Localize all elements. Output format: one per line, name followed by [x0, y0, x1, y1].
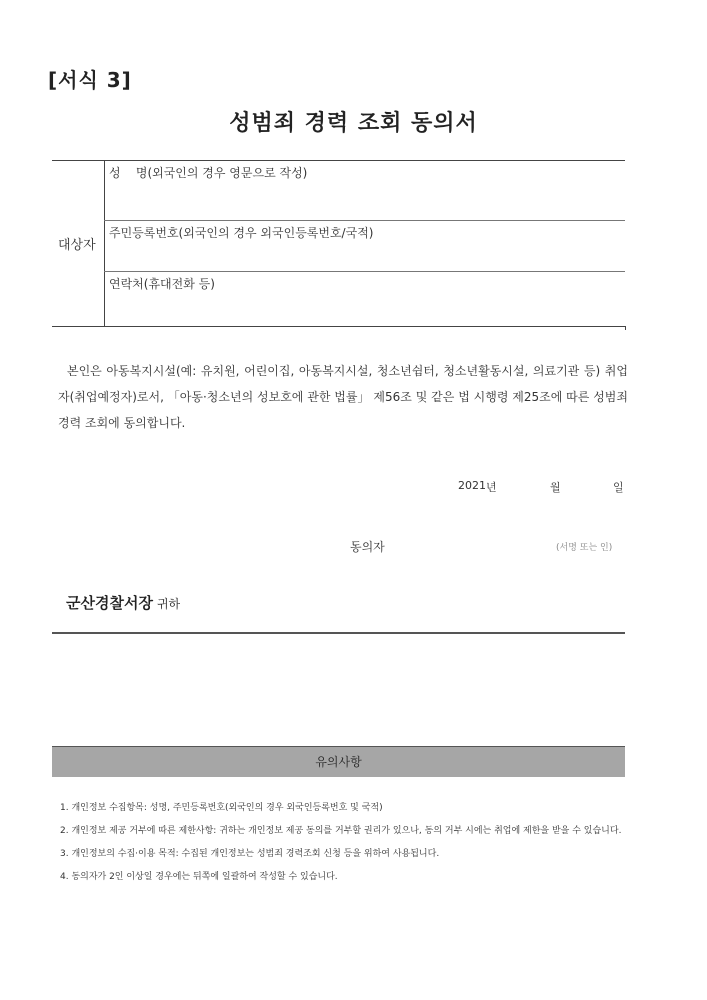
row-divider — [104, 220, 625, 221]
date-year: 2021 — [458, 479, 486, 492]
table-corner-tick — [625, 326, 626, 330]
consenter-label: 동의자 — [350, 540, 385, 554]
notice-item: 3. 개인정보의 수집·이용 목적: 수집된 개인정보는 성범죄 경력조회 신청 등을 위하여 사용됩니다. — [60, 849, 440, 859]
notice-item: 1. 개인정보 수집항목: 성명, 주민등록번호(외국인의 경우 외국인등록번호 및 국적) — [60, 803, 383, 813]
notice-title: 유의사항 — [315, 755, 362, 769]
form-number: [서식 3] — [48, 68, 132, 92]
subject-label: 대상자 — [58, 238, 96, 253]
field-name: 성 명(외국인의 경우 영문으로 작성) — [109, 166, 308, 180]
date-day-unit: 일 — [613, 481, 624, 494]
notice-list — [60, 800, 628, 892]
field-contact: 연락처(휴대전화 등) — [109, 277, 215, 291]
table-bottom-border — [52, 326, 625, 327]
notice-item: 4. 동의자가 2인 이상일 경우에는 뒤쪽에 일괄하여 작성할 수 있습니다. — [60, 872, 338, 882]
date-year-unit: 년 — [486, 481, 497, 494]
consent-paragraph — [58, 358, 628, 436]
recipient-name: 군산경찰서장 — [66, 594, 153, 612]
document-title: 성범죄 경력 조회 동의서 — [229, 111, 478, 136]
recipient — [66, 592, 180, 613]
recipient-suffix: 귀하 — [156, 597, 181, 611]
notice-header — [52, 746, 625, 777]
consent-text: 본인은 아동복지시설(예: 유치원, 어린이집, 아동복지시설, 청소년쉼터, 청소년활동시설, 의료기관 등) 취업자(취업예정자)로서, 「아동·청소년의 성보호에 관한 법률」 제56조 및 같은 법 시행령 제25조에 따른 성범죄경력 조회에 동의합니다. — [58, 364, 628, 430]
date-month-unit: 월 — [550, 481, 561, 494]
field-id-number: 주민등록번호(외국인의 경우 외국인등록번호/국적) — [109, 226, 374, 240]
table-column-divider — [104, 160, 105, 326]
recipient-divider — [52, 632, 625, 634]
table-top-border — [52, 160, 625, 161]
signature-hint: (서명 또는 인) — [556, 543, 613, 553]
notice-item: 2. 개인정보 제공 거부에 따른 제한사항: 귀하는 개인정보 제공 동의를 거부할 권리가 있으나, 동의 거부 시에는 취업에 제한을 받을 수 있습니다. — [60, 826, 622, 836]
row-divider — [104, 271, 625, 272]
